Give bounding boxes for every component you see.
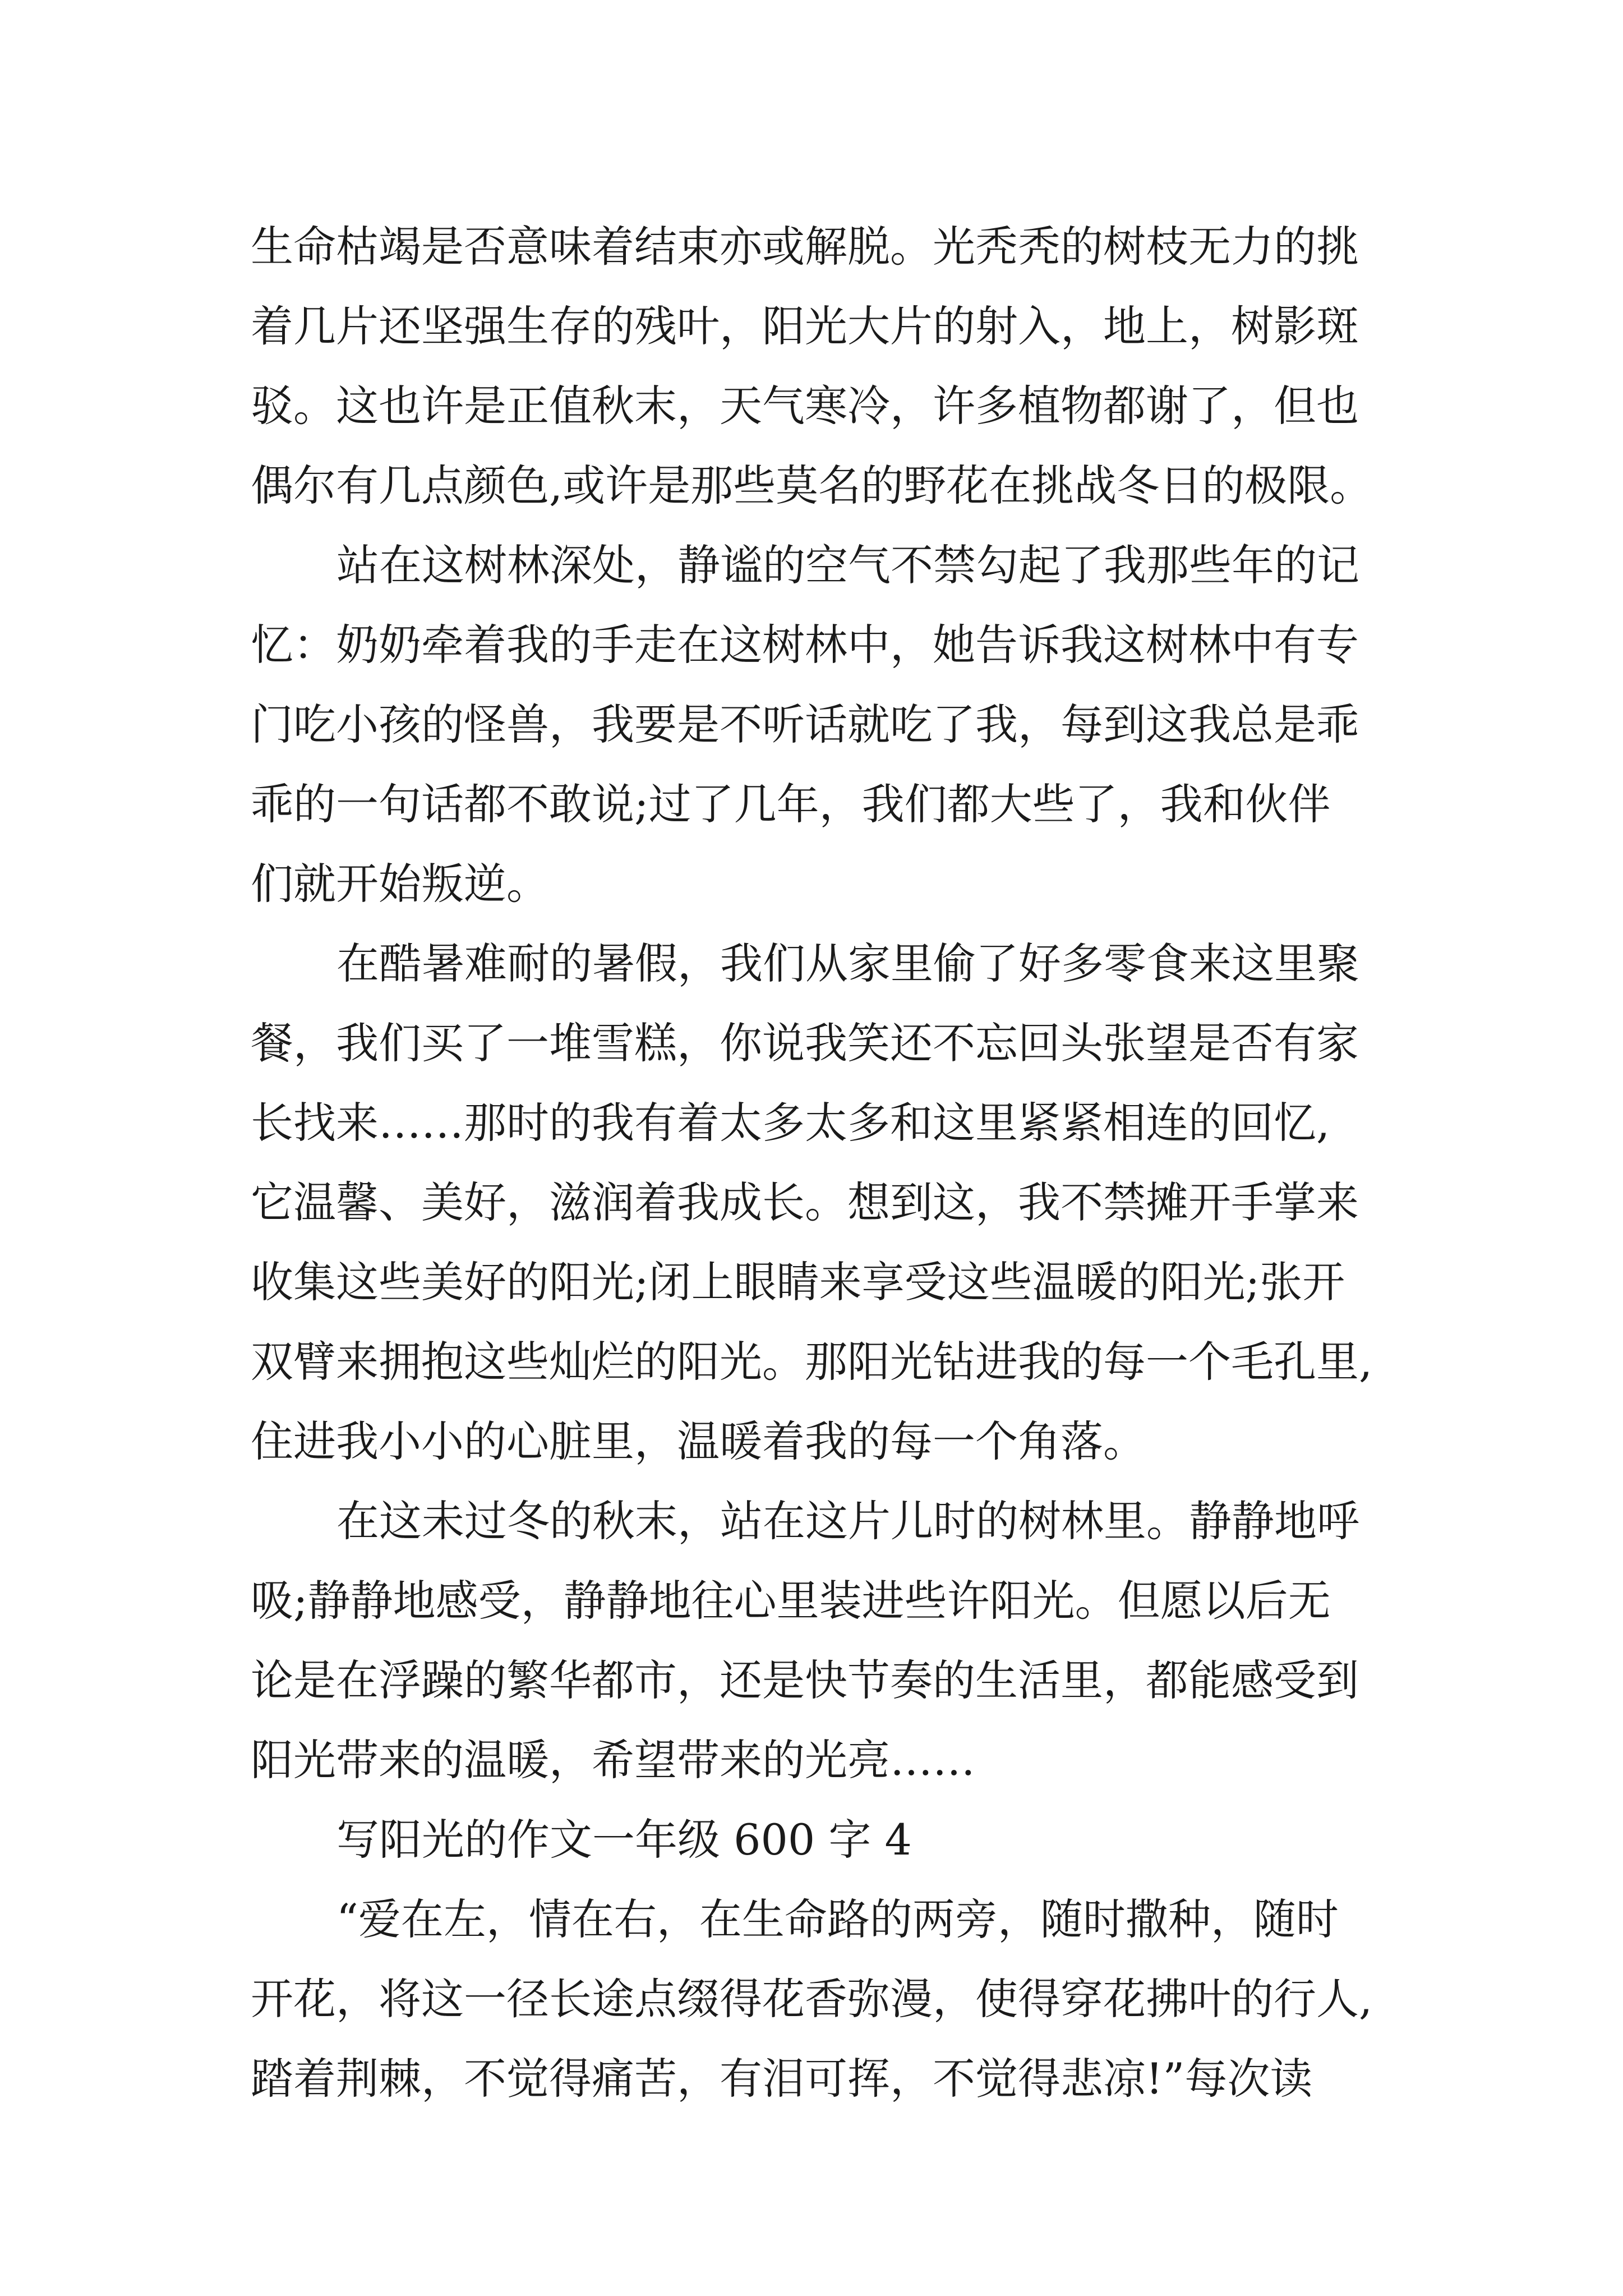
text-line: 乖的一句话都不敢说;过了几年，我们都大些了，我和伙伴 (251, 779, 1331, 829)
text-line: 门吃小孩的怪兽，我要是不听话就吃了我，每到这我总是乖 (251, 700, 1359, 749)
text-line: 偶尔有几点颜色,或许是那些莫名的野花在挑战冬日的极限。 (251, 461, 1373, 510)
text-line: 驳。这也许是正值秋末，天气寒冷，许多植物都谢了，但也 (251, 381, 1359, 431)
text-line: 它温馨、美好，滋润着我成长。想到这，我不禁摊开手掌来 (251, 1177, 1359, 1227)
text-line: 忆：奶奶牵着我的手走在这树林中，她告诉我这树林中有专 (251, 620, 1359, 670)
section-heading: 写阳光的作文一年级 600 字 4 (336, 1815, 912, 1865)
text-line: 开花，将这一径长途点缀得花香弥漫，使得穿花拂叶的行人, (251, 1974, 1373, 2024)
text-line: 论是在浮躁的繁华都市，还是快节奏的生活里，都能感受到 (251, 1655, 1359, 1705)
text-line: 长找来……那时的我有着太多太多和这里紧紧相连的回忆, (251, 1098, 1330, 1148)
paragraph-start-line: 站在这树林深处，静谧的空气不禁勾起了我那些年的记 (336, 540, 1359, 590)
text-line: 收集这些美好的阳光;闭上眼睛来享受这些温暖的阳光;张开 (251, 1257, 1345, 1307)
text-line: 双臂来拥抱这些灿烂的阳光。那阳光钻进我的每一个毛孔里, (251, 1337, 1373, 1387)
paragraph-start-line: “爱在左，情在右，在生命路的两旁，随时撒种，随时 (336, 1894, 1339, 1944)
text-line: 着几片还坚强生存的残叶，阳光大片的射入，地上，树影斑 (251, 301, 1359, 351)
text-line: 餐，我们买了一堆雪糕，你说我笑还不忘回头张望是否有家 (251, 1018, 1359, 1068)
paragraph-start-line: 在酷暑难耐的暑假，我们从家里偷了好多零食来这里聚 (336, 938, 1359, 988)
text-line: 踏着荆棘，不觉得痛苦，有泪可挥，不觉得悲凉!”每次读 (251, 2054, 1313, 2104)
paragraph-start-line: 在这未过冬的秋末，站在这片儿时的树林里。静静地呼 (336, 1496, 1359, 1546)
text-line: 住进我小小的心脏里，温暖着我的每一个角落。 (251, 1416, 1146, 1466)
text-line: 阳光带来的温暖，希望带来的光亮…… (251, 1735, 975, 1785)
text-line: 吸;静静地感受，静静地往心里装进些许阳光。但愿以后无 (251, 1576, 1331, 1626)
text-line: 们就开始叛逆。 (251, 859, 549, 909)
text-line: 生命枯竭是否意味着结束亦或解脱。光秃秃的树枝无力的挑 (251, 222, 1359, 272)
